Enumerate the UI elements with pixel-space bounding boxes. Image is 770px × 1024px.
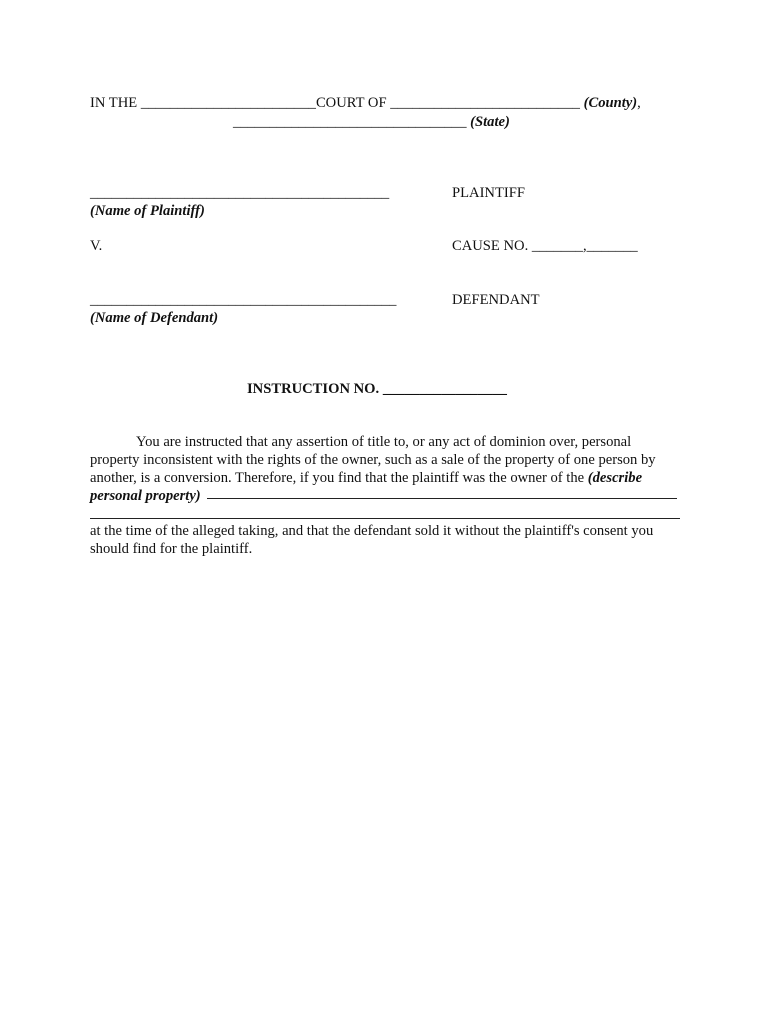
- court-header-line-2: [233, 114, 510, 131]
- instruction-paragraph: [90, 433, 680, 505]
- plaintiff-name-blank: _________________________________________: [90, 185, 390, 201]
- instruction-title-label: INSTRUCTION NO.: [247, 381, 380, 397]
- court-of-label: COURT OF: [315, 95, 387, 111]
- cause-number: CAUSE NO. _______,_______: [452, 238, 638, 254]
- instruction-text-2: at the time of the alleged taking, and that the defendant sold it without the plaintiff's consent you should find for the plaintiff.: [90, 523, 654, 557]
- versus-label: V.: [90, 238, 103, 254]
- state-label: (State): [470, 114, 510, 130]
- county-comma: ,: [637, 95, 641, 111]
- county-blank: __________________________: [390, 95, 580, 111]
- state-blank: ________________________________: [233, 114, 467, 130]
- plaintiff-role-label: PLAINTIFF: [452, 185, 525, 201]
- instruction-number-blank: _________________: [382, 381, 507, 397]
- defendant-name-blank: __________________________________________: [90, 292, 397, 308]
- property-description-blank-2: [90, 518, 680, 519]
- in-the-label: IN THE: [90, 95, 138, 111]
- property-description-blank: [207, 498, 677, 499]
- instruction-title: [247, 381, 507, 398]
- describe-property-label: (describe personal property): [90, 470, 643, 504]
- defendant-name-label: (Name of Defendant): [90, 310, 219, 326]
- plaintiff-name-label: (Name of Plaintiff): [90, 203, 205, 219]
- defendant-role-label: DEFENDANT: [452, 292, 540, 308]
- court-name-blank: ________________________: [140, 95, 316, 111]
- county-label: (County): [583, 95, 638, 111]
- instruction-text-1: You are instructed that any assertion of title to, or any act of dominion over, personal property inconsistent with the rights of the owner, such as a sale of the property of one person by another, is a conversion. Therefore, if you find that the plaintiff was the owner of the: [90, 434, 656, 486]
- court-header-line-1: [90, 95, 641, 112]
